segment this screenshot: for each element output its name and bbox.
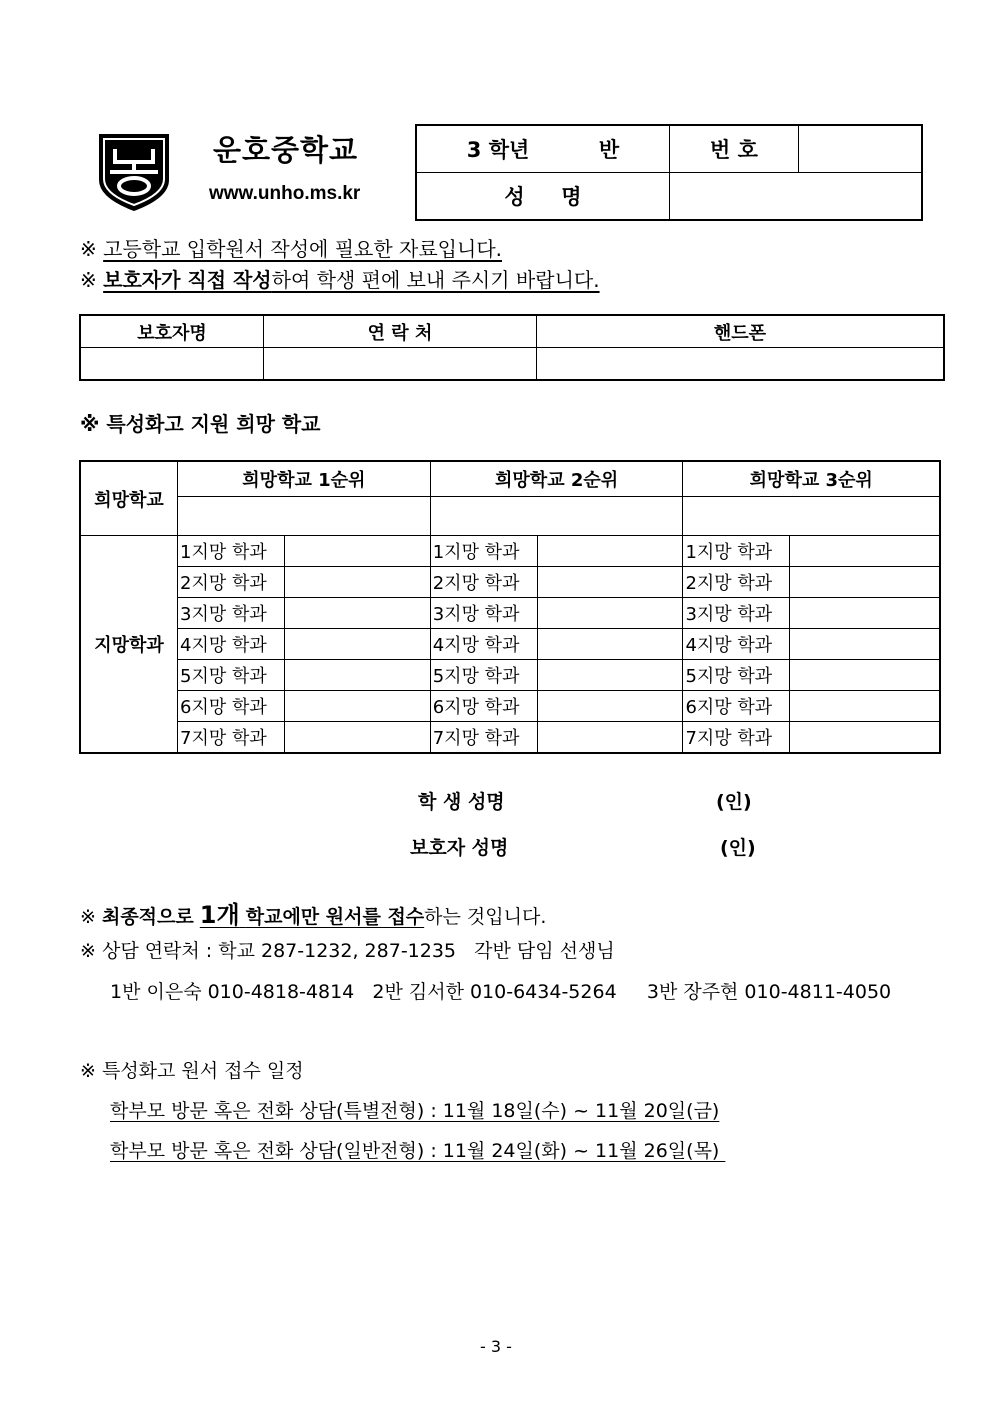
wish-school-table bbox=[79, 460, 941, 754]
dept-field[interactable] bbox=[790, 691, 940, 722]
dept-label: 1지망 학과 bbox=[683, 536, 790, 567]
dept-label: 5지망 학과 bbox=[178, 660, 285, 691]
dept-row bbox=[80, 629, 940, 660]
final-rest: 하는 것입니다. bbox=[424, 906, 547, 928]
school-logo bbox=[96, 132, 172, 212]
number-field[interactable] bbox=[799, 125, 923, 173]
note-rest: 하여 학생 편에 보내 주시기 바랍니다. bbox=[271, 268, 600, 292]
dept-field[interactable] bbox=[285, 536, 431, 567]
dept-field[interactable] bbox=[285, 660, 431, 691]
schedule-line-1: 학부모 방문 혹은 전화 상담(특별전형) : 11월 18일(수) ~ 11월 20일(금) bbox=[110, 1100, 720, 1122]
grade-class-cell bbox=[416, 125, 670, 173]
number-label: 번 호 bbox=[670, 125, 799, 173]
dept-field[interactable] bbox=[537, 567, 683, 598]
dept-label: 7지망 학과 bbox=[430, 722, 537, 754]
dept-label: 2지망 학과 bbox=[683, 567, 790, 598]
dept-label: 6지망 학과 bbox=[430, 691, 537, 722]
dept-label: 7지망 학과 bbox=[683, 722, 790, 754]
final-bold-1: 최종적으로 bbox=[101, 906, 194, 928]
dept-row-header: 지망학과 bbox=[80, 536, 178, 754]
dept-field[interactable] bbox=[790, 567, 940, 598]
dept-label: 5지망 학과 bbox=[430, 660, 537, 691]
dept-row bbox=[80, 567, 940, 598]
school-field-2[interactable] bbox=[430, 497, 683, 536]
dept-row bbox=[80, 660, 940, 691]
dept-label: 3지망 학과 bbox=[178, 598, 285, 629]
dept-row bbox=[80, 722, 940, 754]
dept-label: 1지망 학과 bbox=[178, 536, 285, 567]
dept-label: 6지망 학과 bbox=[683, 691, 790, 722]
dept-field[interactable] bbox=[537, 598, 683, 629]
dept-field[interactable] bbox=[285, 598, 431, 629]
guardian-name-header: 보호자명 bbox=[80, 315, 264, 348]
dept-row bbox=[80, 691, 940, 722]
dept-row bbox=[80, 598, 940, 629]
school-col-2: 희망학교 2순위 bbox=[430, 461, 683, 497]
name-field[interactable] bbox=[670, 173, 923, 221]
dept-field[interactable] bbox=[285, 691, 431, 722]
teachers-contact: 1반 이은숙 010-4818-4814 2반 김서한 010-6434-5264 3반 장주현 010-4811-4050 bbox=[110, 981, 892, 1003]
dept-row bbox=[80, 536, 940, 567]
dept-field[interactable] bbox=[537, 722, 683, 754]
guardian-contact-table bbox=[79, 314, 945, 381]
schedule-line-2: 학부모 방문 혹은 전화 상담(일반전형) : 11월 24일(화) ~ 11월 26일(목) bbox=[110, 1140, 726, 1162]
guardian-name-field[interactable] bbox=[80, 348, 264, 381]
dept-label: 4지망 학과 bbox=[683, 629, 790, 660]
dept-label: 3지망 학과 bbox=[430, 598, 537, 629]
final-big: 1개 bbox=[199, 901, 240, 929]
phone-header: 연 락 처 bbox=[264, 315, 537, 348]
school-col-3: 희망학교 3순위 bbox=[683, 461, 940, 497]
dept-field[interactable] bbox=[790, 536, 940, 567]
guardian-seal: (인) bbox=[720, 837, 756, 859]
final-note bbox=[80, 895, 546, 930]
note-mark: ※ bbox=[80, 237, 97, 261]
dept-label: 7지망 학과 bbox=[178, 722, 285, 754]
school-field-1[interactable] bbox=[178, 497, 431, 536]
note-line-1 bbox=[80, 233, 502, 262]
dept-field[interactable] bbox=[790, 598, 940, 629]
note-mark: ※ bbox=[80, 268, 97, 292]
consult-contact: ※ 상담 연락처 : 학교 287-1232, 287-1235 각반 담임 선생님 bbox=[80, 940, 615, 962]
dept-label: 4지망 학과 bbox=[430, 629, 537, 660]
dept-label: 2지망 학과 bbox=[178, 567, 285, 598]
school-col-1: 희망학교 1순위 bbox=[178, 461, 431, 497]
school-url: www.unho.ms.kr bbox=[209, 183, 361, 204]
dept-field[interactable] bbox=[285, 567, 431, 598]
name-label: 성 명 bbox=[416, 173, 670, 221]
note-text: 고등학교 입학원서 작성에 필요한 자료입니다. bbox=[103, 237, 502, 261]
mobile-header: 핸드폰 bbox=[537, 315, 945, 348]
student-seal: (인) bbox=[716, 791, 752, 813]
dept-field[interactable] bbox=[537, 536, 683, 567]
dept-label: 3지망 학과 bbox=[683, 598, 790, 629]
guardian-sign-label: 보호자 성명 bbox=[410, 837, 509, 859]
dept-label: 6지망 학과 bbox=[178, 691, 285, 722]
wish-school-row-header: 희망학교 bbox=[80, 461, 178, 536]
phone-field[interactable] bbox=[264, 348, 537, 381]
schedule-title: ※ 특성화고 원서 접수 일정 bbox=[80, 1060, 304, 1082]
dept-label: 4지망 학과 bbox=[178, 629, 285, 660]
student-sign-label: 학 생 성명 bbox=[418, 791, 505, 813]
dept-field[interactable] bbox=[790, 629, 940, 660]
dept-field[interactable] bbox=[285, 722, 431, 754]
dept-field[interactable] bbox=[537, 629, 683, 660]
final-bold-2: 학교에만 원서를 접수 bbox=[245, 906, 425, 928]
note-mark: ※ bbox=[80, 906, 96, 928]
note-line-2 bbox=[80, 264, 600, 293]
class-label: 반 bbox=[598, 138, 620, 162]
student-id-table bbox=[415, 124, 923, 221]
note-bold: 보호자가 직접 작성 bbox=[103, 268, 272, 292]
page-number: - 3 - bbox=[480, 1337, 512, 1356]
dept-label: 1지망 학과 bbox=[430, 536, 537, 567]
dept-field[interactable] bbox=[285, 629, 431, 660]
dept-field[interactable] bbox=[537, 691, 683, 722]
dept-field[interactable] bbox=[790, 660, 940, 691]
school-name: 운호중학교 bbox=[213, 133, 359, 167]
mobile-field[interactable] bbox=[537, 348, 945, 381]
grade-label: 3 학년 bbox=[466, 138, 530, 162]
school-field-3[interactable] bbox=[683, 497, 940, 536]
dept-field[interactable] bbox=[537, 660, 683, 691]
dept-label: 5지망 학과 bbox=[683, 660, 790, 691]
wish-section-title: ※ 특성화고 지원 희망 학교 bbox=[80, 412, 321, 436]
dept-field[interactable] bbox=[790, 722, 940, 754]
dept-label: 2지망 학과 bbox=[430, 567, 537, 598]
